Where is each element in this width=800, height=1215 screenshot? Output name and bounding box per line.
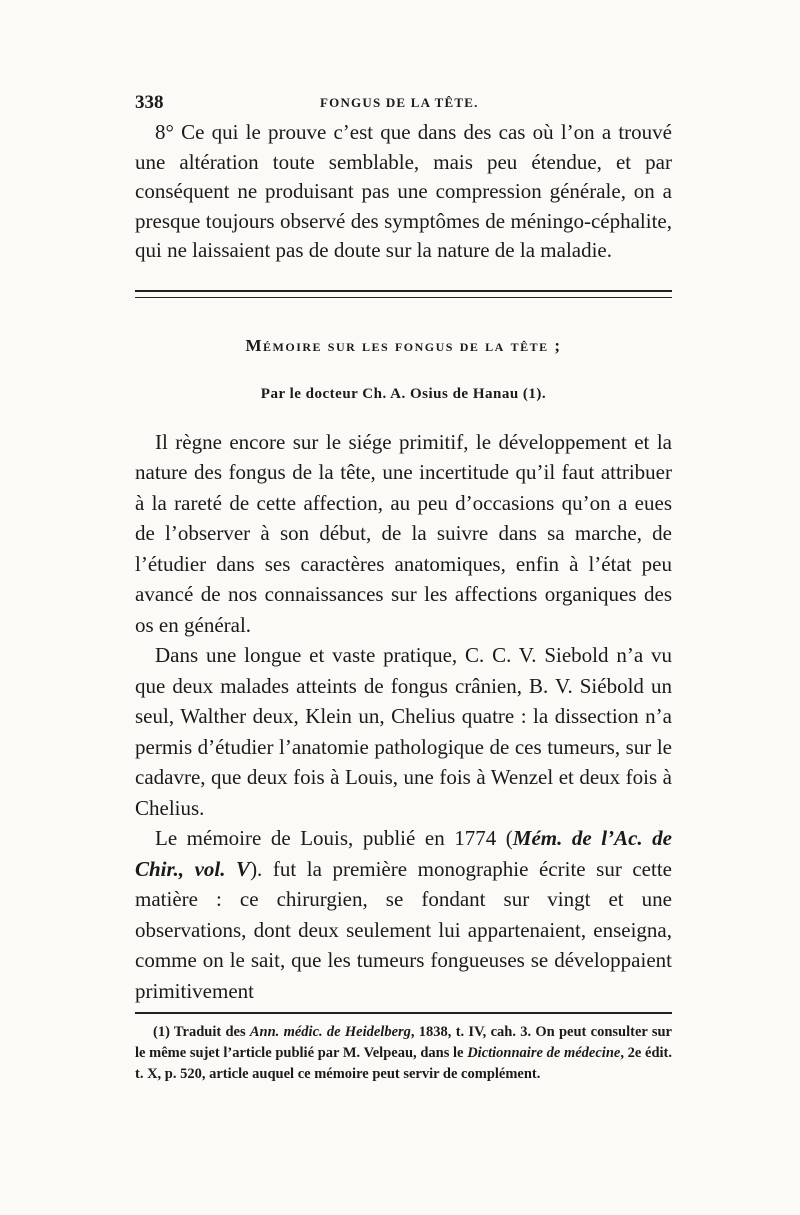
body-paragraph-2: Dans une longue et vaste pratique, C. C. V. Siebold n’a vu que deux malades atteints de fongus crânien, B. V. Siébold un seul, Walther deux, Klein un, Chelius quatre : la dissection n’a permis d’étudier l’anatomie pathologique de ces tumeurs, sur le cadavre, que deux fois à Louis, une fois à Wenzel et deux fois à Chelius. bbox=[135, 643, 672, 820]
footnote-start: (1) Traduit des bbox=[153, 1024, 250, 1040]
memoir-body bbox=[135, 427, 672, 1007]
intro-paragraph: 8° Ce qui le prouve c’est que dans des cas où l’on a trouvé une altération toute semblable, mais peu étendue, et par conséquent ne produisant pas une compression générale, on a presque toujours observé des symptômes de méningo-céphalite, qui ne laissaient pas de doute sur la nature de la maladie. bbox=[135, 120, 672, 262]
memoir-author: Par le docteur Ch. A. Osius de Hanau (1). bbox=[260, 385, 547, 402]
body-paragraph-3 bbox=[135, 823, 672, 1006]
section-divider bbox=[135, 290, 672, 298]
footnote-rule bbox=[135, 1012, 672, 1014]
footnote-journal: Ann. médic. de Heidelberg bbox=[249, 1024, 411, 1040]
page-number: 338 bbox=[135, 92, 164, 113]
body-paragraph-1: Il règne encore sur le siége primitif, le développement et la nature des fongus de la tête, une incertitude qu’il faut attribuer à la rareté de cette affection, au peu d’occasions qu’on a eues de l’observer à son début, de la suivre dans sa marche, de l’étudier dans ses caractères anatomiques, enfin à l’état peu avancé de nos connaissances sur les affections organiques des os en général. bbox=[135, 429, 672, 637]
page-header bbox=[135, 92, 672, 118]
footnote bbox=[135, 1022, 672, 1085]
running-head: FONGUS DE LA TÊTE. bbox=[320, 95, 479, 110]
body-paragraph-3-start: Le mémoire de Louis, publié en 1774 ( bbox=[155, 826, 513, 850]
footnote-middle: , 1838, t. IV, cah. 3. On peut consulter sur le même sujet l’article publié par M. Velpeau, dans le bbox=[135, 1024, 672, 1061]
memoir-title: Mémoire sur les fongus de la tête ; bbox=[245, 335, 562, 355]
footnote-dictionary: Dictionnaire de médecine bbox=[467, 1045, 621, 1061]
footnote-end: , 2e édit. t. X, p. 520, article auquel ce mémoire peut servir de complément. bbox=[135, 1045, 673, 1082]
reference-citation: Mém. de l’Ac. de Chir., vol. V bbox=[135, 826, 673, 881]
body-paragraph-3-end: ). fut la première monographie écrite sur cette matière : ce chirurgien, se fondant sur vingt et une observations, dont deux seulement lui appartenaient, enseigna, comme on le sait, que les tumeurs fongueuses se développaient primitivement bbox=[135, 856, 672, 1003]
book-page bbox=[135, 92, 672, 1100]
